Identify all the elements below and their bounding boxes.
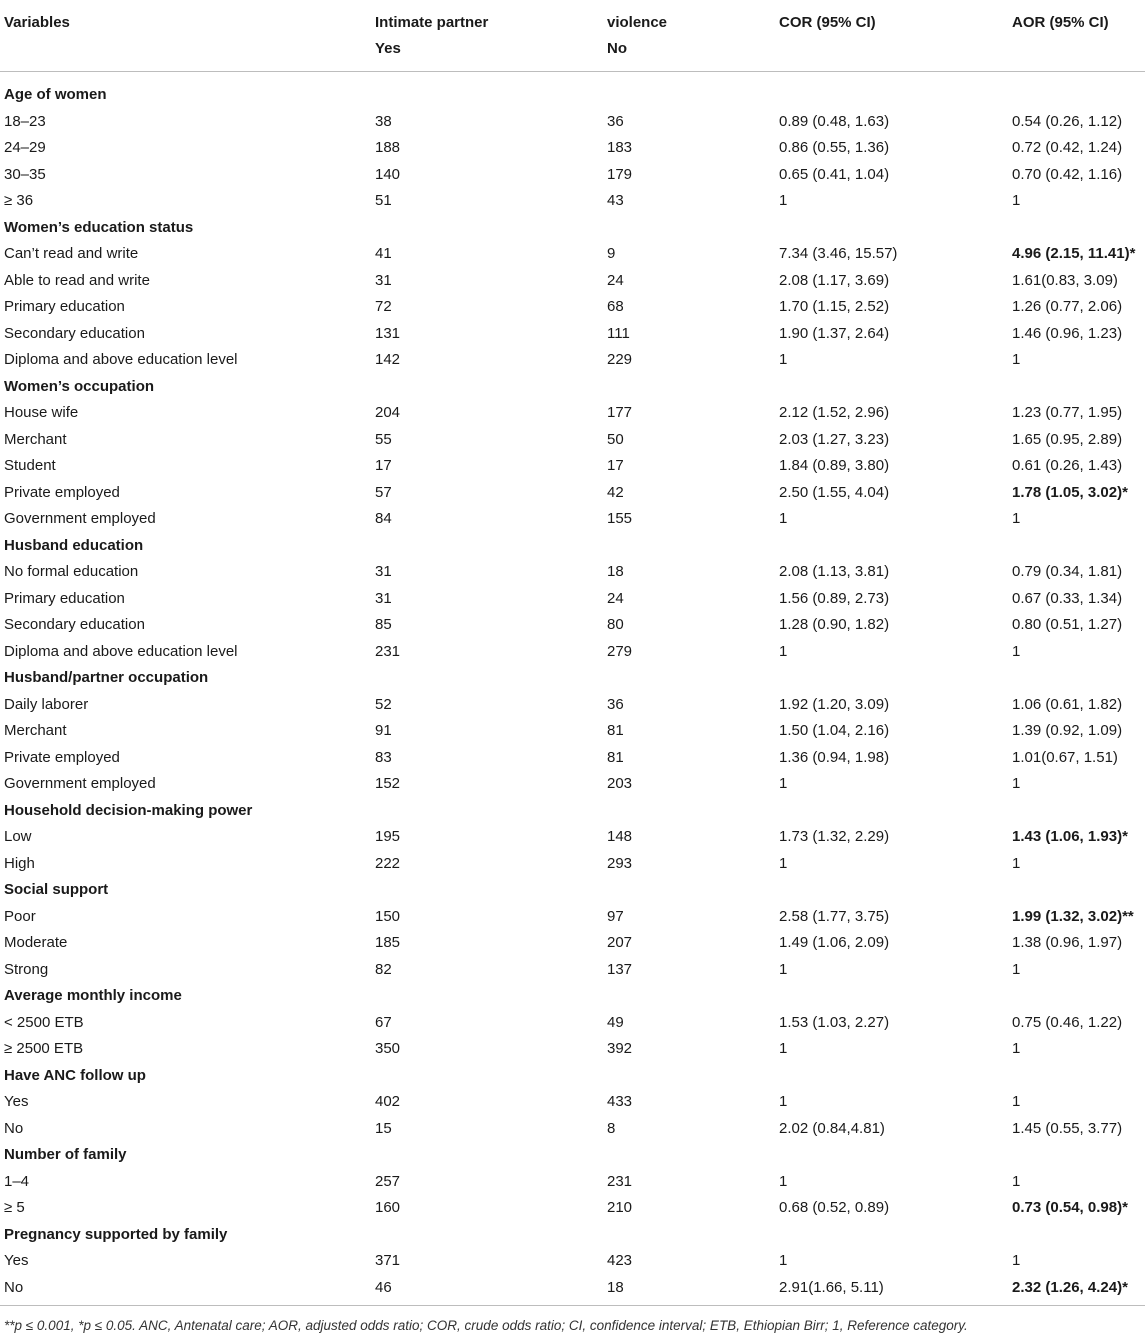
cell-aor: 1.39 (0.92, 1.09) (1012, 722, 1123, 739)
cell-no: 49 (607, 1013, 624, 1031)
section-row (0, 215, 1145, 242)
header-ipv-yes (375, 10, 488, 62)
cell-cor: 1.36 (0.94, 1.98) (779, 748, 890, 766)
cell-no: 9 (607, 245, 616, 262)
cell-no: 179 (607, 165, 633, 183)
cell-aor: 0.67 (0.33, 1.34) (1012, 589, 1123, 607)
header-violence-no (607, 10, 667, 62)
cell-no: 97 (607, 907, 624, 925)
cell-yes: 57 (375, 483, 392, 501)
cell-aor: 1.06 (0.61, 1.82) (1012, 695, 1123, 713)
table-row (0, 957, 1145, 984)
variable-label: House wife (4, 404, 79, 421)
variable-label: Private employed (4, 483, 120, 501)
cell-no: 148 (607, 828, 633, 845)
variable-label: 30–35 (4, 165, 46, 183)
header-cor: COR (95% CI) (779, 14, 876, 31)
cell-cor: 1.73 (1.32, 2.29) (779, 828, 890, 845)
cell-aor: 1 (1012, 1252, 1021, 1269)
cell-cor: 1 (779, 1093, 788, 1110)
cell-aor: 1 (1012, 1040, 1021, 1057)
section-label: Number of family (4, 1146, 127, 1163)
variable-label: 1–4 (4, 1172, 30, 1190)
variable-label: Daily laborer (4, 695, 89, 713)
table-row (0, 135, 1145, 162)
cell-aor: 1 (1012, 510, 1021, 527)
cell-yes: 222 (375, 854, 401, 872)
cell-cor: 1.50 (1.04, 2.16) (779, 722, 890, 739)
section-row (0, 983, 1145, 1010)
cell-no: 433 (607, 1093, 633, 1110)
section-label: Husband/partner occupation (4, 669, 209, 686)
cell-yes: 82 (375, 960, 392, 978)
variable-label: Primary education (4, 589, 125, 607)
table-body (0, 72, 1145, 1301)
cell-cor: 1 (779, 854, 788, 872)
table-header (0, 0, 1145, 72)
variable-label: No (4, 1119, 24, 1137)
cell-aor: 1 (1012, 1093, 1021, 1110)
cell-aor: 0.54 (0.26, 1.12) (1012, 112, 1123, 130)
table-row (0, 241, 1145, 268)
cell-cor: 2.08 (1.13, 3.81) (779, 563, 890, 580)
variable-label: 18–23 (4, 112, 46, 130)
section-row (0, 1222, 1145, 1249)
table-row (0, 506, 1145, 533)
variable-label: Can’t read and write (4, 245, 139, 262)
cell-aor: 1.01(0.67, 1.51) (1012, 748, 1118, 766)
section-row (0, 533, 1145, 560)
cell-yes: 142 (375, 351, 401, 368)
table-row (0, 294, 1145, 321)
section-label: Pregnancy supported by family (4, 1225, 228, 1243)
cell-yes: 150 (375, 907, 401, 925)
variable-label: Yes (4, 1252, 29, 1269)
cell-yes: 195 (375, 828, 401, 845)
variable-label: No (4, 1278, 24, 1296)
cell-cor: 1 (779, 1040, 788, 1057)
cell-aor: 0.70 (0.42, 1.16) (1012, 165, 1123, 183)
table-row (0, 745, 1145, 772)
cell-yes: 85 (375, 616, 392, 633)
cell-no: 210 (607, 1199, 633, 1216)
cell-yes: 55 (375, 430, 392, 448)
cell-cor: 1 (779, 1172, 788, 1190)
cell-yes: 350 (375, 1040, 401, 1057)
table-row (0, 109, 1145, 136)
cell-cor: 2.08 (1.17, 3.69) (779, 271, 890, 289)
cell-cor: 0.89 (0.48, 1.63) (779, 112, 890, 130)
cell-no: 231 (607, 1172, 633, 1190)
variable-label: Poor (4, 907, 36, 925)
cell-yes: 38 (375, 112, 392, 130)
table-row (0, 586, 1145, 613)
cell-no: 183 (607, 139, 633, 156)
cell-no: 279 (607, 642, 633, 660)
header-yes: Yes (375, 40, 401, 57)
cell-no: 155 (607, 510, 633, 527)
cell-yes: 51 (375, 192, 392, 209)
variable-label: No formal education (4, 563, 139, 580)
table-row (0, 162, 1145, 189)
cell-no: 17 (607, 457, 624, 474)
cell-cor: 1 (779, 1252, 788, 1269)
cell-aor: 0.79 (0.34, 1.81) (1012, 563, 1123, 580)
table-row (0, 1248, 1145, 1275)
cell-cor: 1.56 (0.89, 2.73) (779, 589, 890, 607)
cell-no: 203 (607, 775, 633, 792)
cell-cor: 0.65 (0.41, 1.04) (779, 165, 890, 183)
section-label: Women’s education status (4, 218, 194, 236)
section-row (0, 82, 1145, 109)
table-row (0, 1116, 1145, 1143)
table-row (0, 427, 1145, 454)
section-row (0, 798, 1145, 825)
cell-yes: 31 (375, 271, 392, 289)
cell-cor: 1 (779, 351, 788, 368)
cell-no: 18 (607, 563, 624, 580)
table-row (0, 930, 1145, 957)
cell-yes: 67 (375, 1013, 392, 1031)
cell-yes: 257 (375, 1172, 401, 1190)
variable-label: ≥ 2500 ETB (4, 1040, 84, 1057)
table-row (0, 1275, 1145, 1302)
cell-aor: 0.80 (0.51, 1.27) (1012, 616, 1123, 633)
table-footnote: **p ≤ 0.001, *p ≤ 0.05. ANC, Antenatal care; AOR, adjusted odds ratio; COR, crude odds ratio; CI, confidence interval; ETB, Ethiopian Birr; 1, Reference category. (0, 1305, 1145, 1333)
cell-yes: 160 (375, 1199, 401, 1216)
cell-cor: 1.70 (1.15, 2.52) (779, 298, 890, 315)
cell-yes: 131 (375, 324, 401, 342)
variable-label: Strong (4, 960, 49, 978)
variable-label: Primary education (4, 298, 125, 315)
cell-no: 43 (607, 192, 624, 209)
variable-label: Low (4, 828, 32, 845)
variable-label: Able to read and write (4, 271, 150, 289)
table-row (0, 400, 1145, 427)
cell-aor: 1.65 (0.95, 2.89) (1012, 430, 1123, 448)
cell-aor: 1 (1012, 854, 1021, 872)
cell-no: 50 (607, 430, 624, 448)
section-label: Average monthly income (4, 987, 182, 1004)
variable-label: Diploma and above education level (4, 351, 238, 368)
cell-yes: 84 (375, 510, 392, 527)
header-aor: AOR (95% CI) (1012, 14, 1109, 31)
variable-label: ≥ 36 (4, 192, 34, 209)
section-label: Have ANC follow up (4, 1066, 146, 1084)
table-row (0, 1089, 1145, 1116)
table-row (0, 1195, 1145, 1222)
cell-yes: 185 (375, 934, 401, 951)
variable-label: Diploma and above education level (4, 642, 238, 660)
cell-cor: 7.34 (3.46, 15.57) (779, 245, 898, 262)
cell-no: 207 (607, 934, 633, 951)
table-row (0, 692, 1145, 719)
cell-cor: 2.12 (1.52, 2.96) (779, 404, 890, 421)
variable-label: Government employed (4, 510, 156, 527)
cell-yes: 31 (375, 563, 392, 580)
section-label: Social support (4, 881, 109, 898)
cell-aor: 0.72 (0.42, 1.24) (1012, 139, 1123, 156)
variable-label: Secondary education (4, 616, 145, 633)
cell-yes: 72 (375, 298, 392, 315)
cell-yes: 188 (375, 139, 401, 156)
cell-no: 81 (607, 748, 624, 766)
cell-cor: 0.68 (0.52, 0.89) (779, 1199, 890, 1216)
table-row (0, 771, 1145, 798)
cell-yes: 91 (375, 722, 392, 739)
cell-yes: 204 (375, 404, 401, 421)
cell-aor: 1 (1012, 960, 1021, 978)
cell-yes: 152 (375, 775, 401, 792)
cell-yes: 52 (375, 695, 392, 713)
cell-no: 137 (607, 960, 633, 978)
table-row (0, 612, 1145, 639)
variable-label: Moderate (4, 934, 68, 951)
cell-yes: 41 (375, 245, 392, 262)
cell-cor: 1.90 (1.37, 2.64) (779, 324, 890, 342)
cell-yes: 231 (375, 642, 401, 660)
cell-aor: 0.75 (0.46, 1.22) (1012, 1013, 1123, 1031)
cell-cor: 2.58 (1.77, 3.75) (779, 907, 890, 925)
cell-no: 293 (607, 854, 633, 872)
cell-aor: 1 (1012, 351, 1021, 368)
table-row (0, 904, 1145, 931)
cell-aor: 1.61(0.83, 3.09) (1012, 271, 1118, 289)
section-row (0, 1063, 1145, 1090)
cell-no: 80 (607, 616, 624, 633)
cell-cor: 2.50 (1.55, 4.04) (779, 483, 890, 501)
table-row (0, 1036, 1145, 1063)
cell-yes: 17 (375, 457, 392, 474)
cell-no: 24 (607, 589, 624, 607)
variable-label: Merchant (4, 722, 67, 739)
variable-label: < 2500 ETB (4, 1013, 84, 1031)
table-row (0, 188, 1145, 215)
cell-aor: 1.23 (0.77, 1.95) (1012, 404, 1123, 421)
cell-cor: 1.28 (0.90, 1.82) (779, 616, 890, 633)
cell-no: 42 (607, 483, 624, 501)
cell-yes: 371 (375, 1252, 401, 1269)
cell-aor: 1 (1012, 775, 1021, 792)
cell-no: 8 (607, 1119, 616, 1137)
header-variables: Variables (4, 14, 70, 31)
table-row (0, 824, 1145, 851)
variable-label: Merchant (4, 430, 67, 448)
variable-label: Private employed (4, 748, 120, 766)
header-no: No (607, 40, 627, 57)
cell-cor: 2.02 (0.84,4.81) (779, 1119, 885, 1137)
header-violence-label: violence (607, 14, 668, 31)
table-row (0, 718, 1145, 745)
table-row (0, 321, 1145, 348)
cell-aor: 0.73 (0.54, 0.98)* (1012, 1199, 1128, 1216)
cell-aor: 1.45 (0.55, 3.77) (1012, 1119, 1123, 1137)
section-label: Husband education (4, 536, 144, 554)
cell-yes: 402 (375, 1093, 401, 1110)
cell-cor: 0.86 (0.55, 1.36) (779, 139, 890, 156)
section-row (0, 1142, 1145, 1169)
section-row (0, 374, 1145, 401)
table-row (0, 1010, 1145, 1037)
cell-no: 81 (607, 722, 624, 739)
cell-no: 36 (607, 112, 624, 130)
table-row (0, 639, 1145, 666)
section-row (0, 665, 1145, 692)
cell-no: 24 (607, 271, 624, 289)
table-row (0, 851, 1145, 878)
cell-no: 423 (607, 1252, 633, 1269)
cell-cor: 1.84 (0.89, 3.80) (779, 457, 890, 474)
section-label: Household decision-making power (4, 801, 253, 819)
cell-cor: 2.03 (1.27, 3.23) (779, 430, 890, 448)
variable-label: Government employed (4, 775, 156, 792)
section-label: Women’s occupation (4, 377, 155, 395)
cell-cor: 1.49 (1.06, 2.09) (779, 934, 890, 951)
cell-no: 392 (607, 1040, 633, 1057)
cell-aor: 1.26 (0.77, 2.06) (1012, 298, 1123, 315)
variable-label: High (4, 854, 35, 872)
cell-no: 229 (607, 351, 633, 368)
cell-aor: 1 (1012, 1172, 1021, 1190)
cell-aor: 4.96 (2.15, 11.41)* (1012, 245, 1136, 262)
cell-cor: 1.92 (1.20, 3.09) (779, 695, 890, 713)
cell-aor: 0.61 (0.26, 1.43) (1012, 457, 1123, 474)
table-row (0, 1169, 1145, 1196)
cell-yes: 140 (375, 165, 401, 183)
variable-label: ≥ 5 (4, 1199, 25, 1216)
cell-no: 177 (607, 404, 633, 421)
cell-aor: 1 (1012, 642, 1021, 660)
cell-cor: 1 (779, 192, 788, 209)
cell-yes: 15 (375, 1119, 392, 1137)
variable-label: Secondary education (4, 324, 145, 342)
cell-no: 68 (607, 298, 624, 315)
cell-cor: 1 (779, 775, 788, 792)
cell-no: 18 (607, 1278, 624, 1296)
table-row (0, 268, 1145, 295)
cell-aor: 1.43 (1.06, 1.93)* (1012, 828, 1128, 845)
cell-aor: 1.99 (1.32, 3.02)** (1012, 907, 1134, 925)
cell-cor: 1 (779, 960, 788, 978)
cell-no: 36 (607, 695, 624, 713)
table-row (0, 453, 1145, 480)
table-row (0, 559, 1145, 586)
variable-label: Student (4, 457, 56, 474)
cell-aor: 1.78 (1.05, 3.02)* (1012, 483, 1128, 501)
cell-aor: 1.46 (0.96, 1.23) (1012, 324, 1123, 342)
header-ipv-label: Intimate partner (375, 14, 489, 31)
cell-cor: 2.91(1.66, 5.11) (779, 1278, 884, 1296)
cell-cor: 1 (779, 510, 788, 527)
cell-aor: 1.38 (0.96, 1.97) (1012, 934, 1123, 951)
variable-label: 24–29 (4, 139, 46, 156)
table-row (0, 347, 1145, 374)
cell-aor: 1 (1012, 192, 1021, 209)
section-label: Age of women (4, 86, 107, 103)
cell-no: 111 (607, 324, 630, 342)
section-row (0, 877, 1145, 904)
cell-yes: 31 (375, 589, 392, 607)
cell-cor: 1.53 (1.03, 2.27) (779, 1013, 890, 1031)
variable-label: Yes (4, 1093, 29, 1110)
cell-yes: 46 (375, 1278, 392, 1296)
cell-aor: 2.32 (1.26, 4.24)* (1012, 1278, 1128, 1296)
table-row (0, 480, 1145, 507)
cell-cor: 1 (779, 642, 788, 660)
cell-yes: 83 (375, 748, 392, 766)
